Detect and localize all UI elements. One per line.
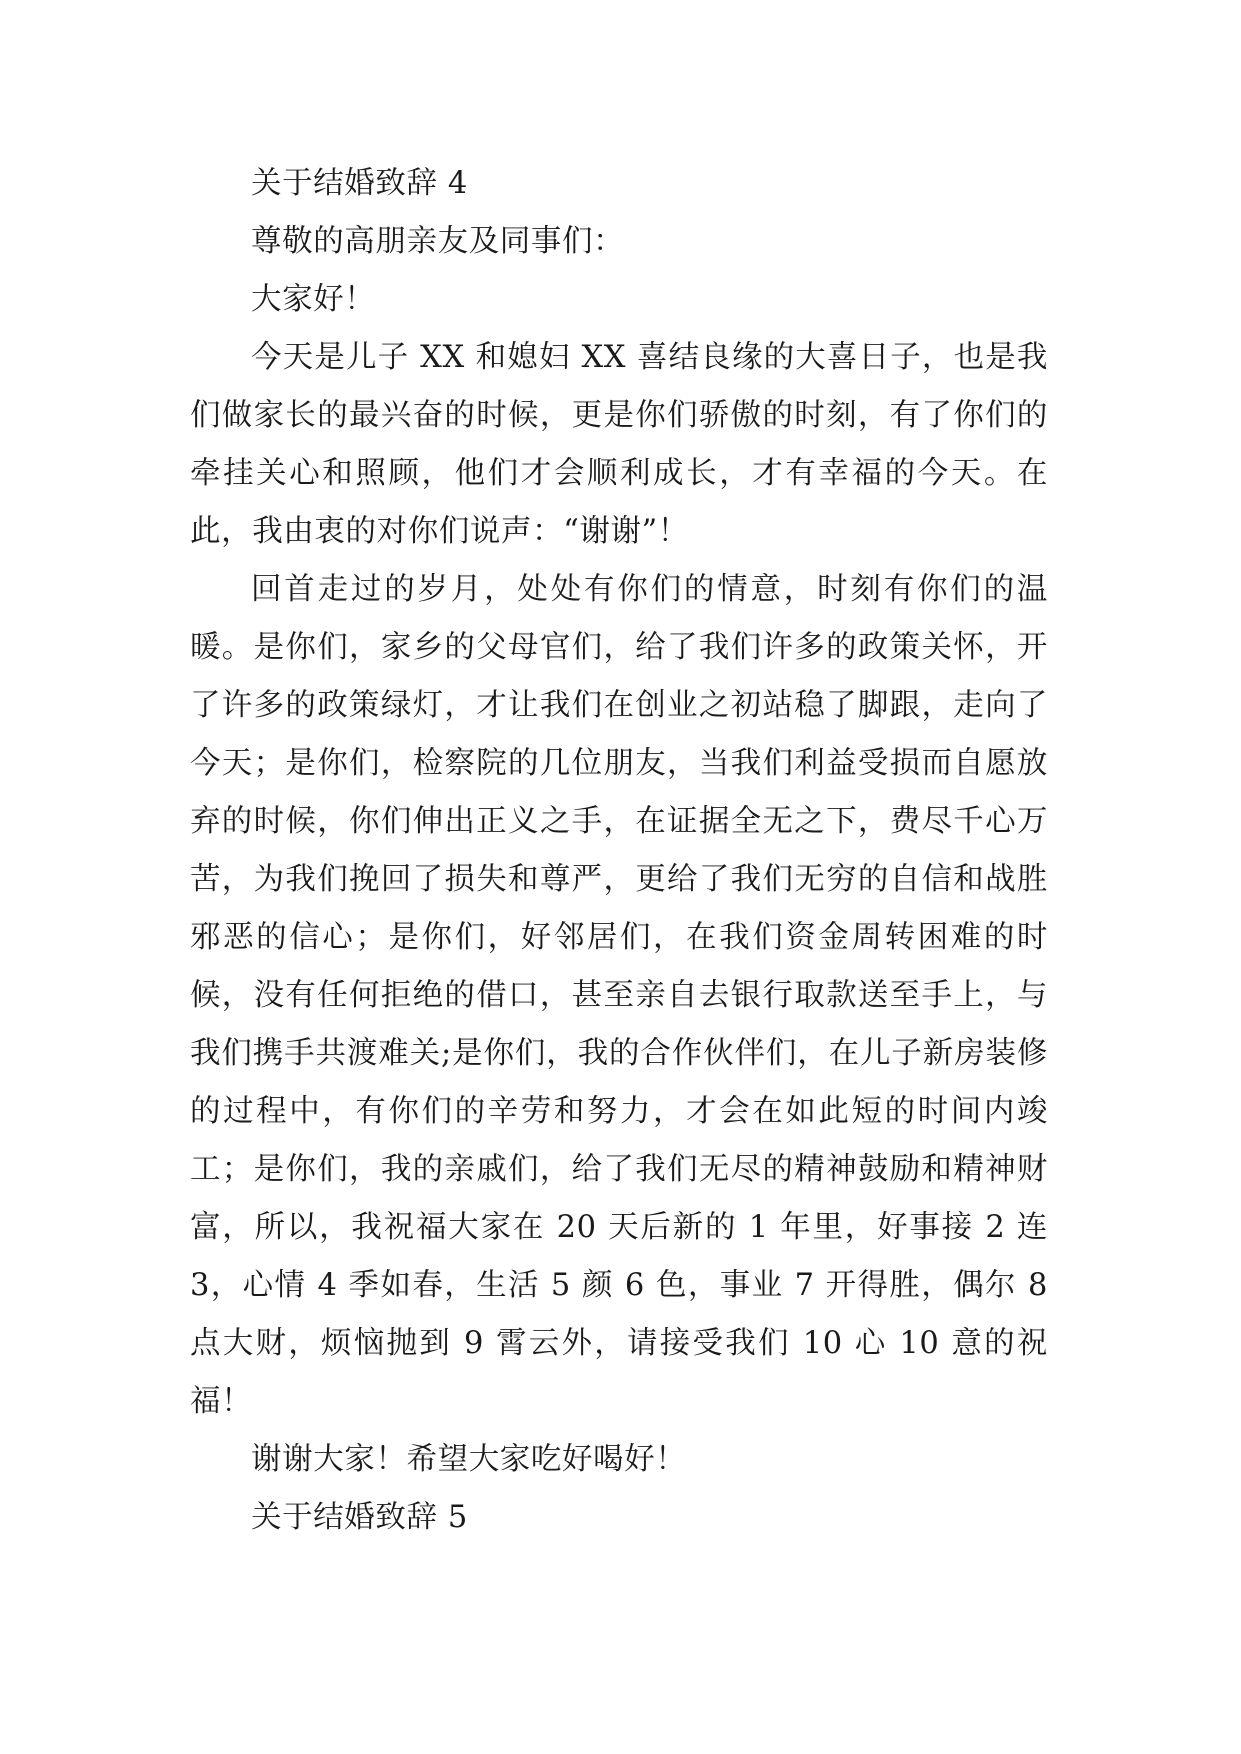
salutation: 尊敬的高朋亲友及同事们： (251, 224, 625, 259)
section-heading: 关于结婚致辞 4 (251, 166, 468, 201)
closing-line: 谢谢大家！希望大家吃好喝好！ (251, 1442, 687, 1477)
body-paragraph: 回首走过的岁月，处处有你们的情意，时刻有你们的温暖。是你们，家乡的父母官们，给了我们许多的政策关怀，开了许多的政策绿灯，才让我们在创业之初站稳了脚跟，走向了今天；是你们，检察院的几位朋友，当我们利益受损而自愿放弃的时候，你们伸出正义之手，在证据全无之下，费尽千心万苦，为我们挽回了损失和尊严，更给了我们无穷的自信和战胜邪恶的信心；是你们，好邻居们，在我们资金周转困难的时候，没有任何拒绝的借口，甚至亲自去银行取款送至手上，与我们携手共渡难关;是你们，我的合作伙伴们，在儿子新房装修的过程中，有你们的辛劳和努力，才会在如此短的时间内竣工；是你们，我的亲戚们，给了我们无尽的精神鼓励和精神财富，所以，我祝福大家在 20 天后新的 1 年里，好事接 2 连 3，心情 4 季如春，生活 5 颜 6 色，事业 7 开得胜，偶尔 8 点大财，烦恼抛到 9 霄云外，请接受我们 10 心 10 意的祝福！ (190, 572, 1048, 1419)
document-page (190, 155, 1048, 1547)
section-heading: 关于结婚致辞 5 (251, 1500, 468, 1535)
greeting: 大家好！ (251, 282, 376, 317)
body-paragraph: 今天是儿子 XX 和媳妇 XX 喜结良缘的大喜日子，也是我们做家长的最兴奋的时候，更是你们骄傲的时刻，有了你们的牵挂关心和照顾，他们才会顺利成长，才有幸福的今天。在此，我由衷的对你们说声：“谢谢”！ (190, 340, 1048, 549)
